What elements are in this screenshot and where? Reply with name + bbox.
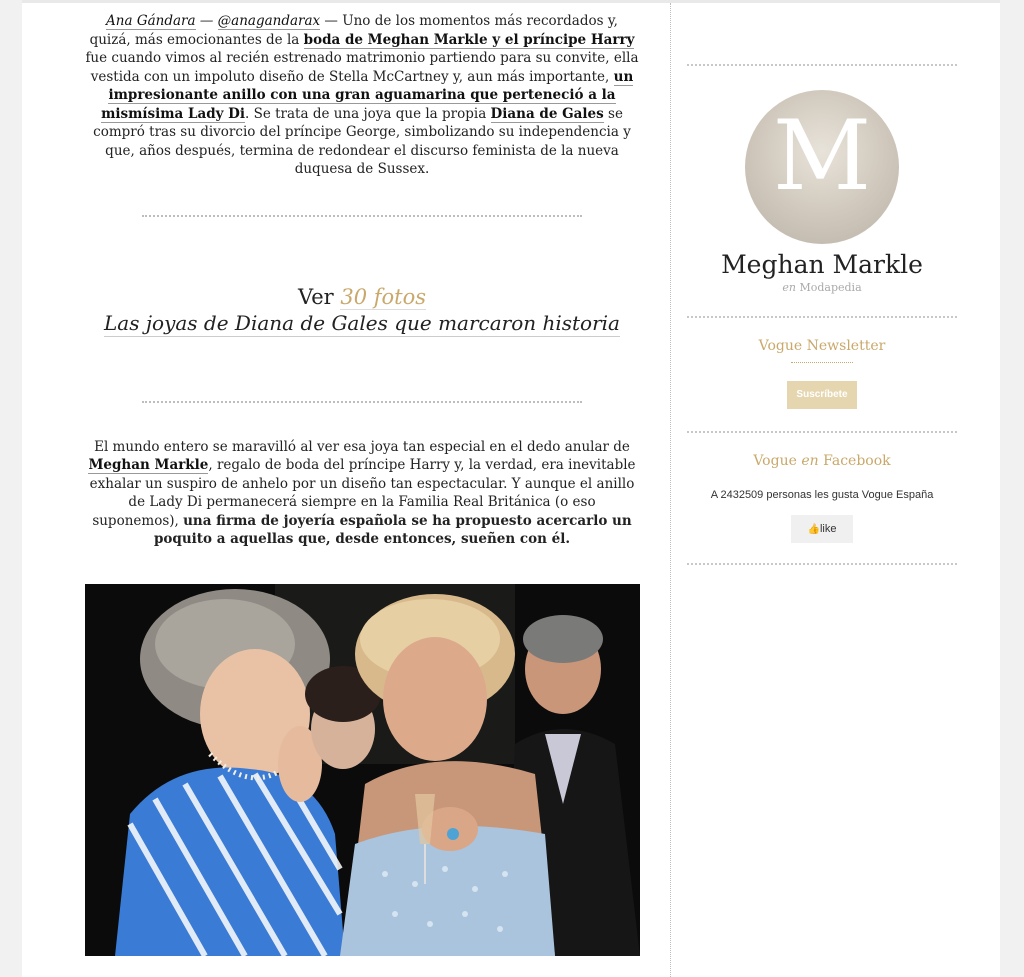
page-frame-left <box>0 0 22 977</box>
page-frame-right <box>1000 0 1024 977</box>
thumbs-up-icon: 👍 <box>807 524 820 535</box>
newsletter-heading: Vogue Newsletter <box>758 338 886 354</box>
facebook-likes-text: A 2432509 personas les gusta Vogue España <box>710 489 934 501</box>
sidebar-separator-2 <box>687 316 957 318</box>
p2-text-2: , regalo de boda del príncipe Harry y, la verdad, era inevitable exhalar un suspiro de anhelo por un diseño tan espectacular. Y aunque el anillo de Lady Di permanecerá siempre en la Familia Real Británica (o eso suponemos), <box>89 457 636 529</box>
byline-dash: — <box>195 13 218 29</box>
facebook-heading <box>686 453 958 469</box>
sidebar-separator-4 <box>687 563 957 565</box>
column-divider <box>670 3 671 977</box>
topic-name-link[interactable]: Meghan Markle <box>721 250 923 279</box>
topic-sub-link[interactable]: Modapedia <box>799 281 862 294</box>
topic-sub-prefix: en <box>782 281 796 294</box>
sidebar-separator-3 <box>687 431 957 433</box>
p1-text-3: . Se trata de una joya que la propia <box>245 105 491 122</box>
author-handle-link[interactable]: @anagandarax <box>217 13 321 29</box>
article-paragraph-2 <box>84 438 640 549</box>
like-label: like <box>819 523 837 535</box>
gallery-ver-label: Ver <box>297 284 334 309</box>
article-paragraph-1 <box>84 12 640 179</box>
gallery-promo[interactable] <box>84 285 640 337</box>
diana-link[interactable]: Diana de Gales <box>490 105 604 122</box>
ring-link[interactable]: un impresionante anillo con una gran aguamarina que perteneció a la mismísima Lady Di <box>101 68 634 122</box>
article-photo[interactable] <box>85 584 640 956</box>
topic-subtitle <box>686 281 958 294</box>
facebook-heading-em: en <box>801 453 819 469</box>
avatar-letter: M <box>772 100 872 212</box>
newsletter-heading-underline <box>791 362 853 363</box>
subscribe-button[interactable]: Suscríbete <box>787 381 857 409</box>
topic-avatar[interactable] <box>745 90 899 244</box>
p1-text-1: — Uno de los momentos más recordados y, quizá, más emocionantes de la <box>89 13 618 48</box>
gallery-ver-line <box>84 285 640 309</box>
wedding-link[interactable]: boda de Meghan Markle y el príncipe Harry <box>303 31 635 48</box>
sidebar-separator-1 <box>687 64 957 66</box>
facebook-heading-post: Facebook <box>818 453 891 469</box>
article-body <box>84 8 640 549</box>
facebook-like-button[interactable] <box>791 515 853 543</box>
sidebar <box>686 0 958 565</box>
p1-text-2: fue cuando vimos al recién estrenado matrimonio partiendo para su convite, ella vestida con un impoluto diseño de Stella McCartney y, aun más importante, <box>85 50 639 85</box>
p1-text-4: se compró tras su divorcio del príncipe George, simbolizando su independencia y que, años después, termina de redondear el discurso feminista de la nueva duquesa de Sussex. <box>93 105 631 177</box>
p2-bold-text: una firma de joyería española se ha propuesto acercarlo un poquito a aquellas que, desde entonces, sueñen con él. <box>153 512 632 547</box>
gallery-title-link[interactable]: Las joyas de Diana de Gales que marcaron historia <box>104 310 620 335</box>
separator-1 <box>142 215 582 217</box>
author-link[interactable]: Ana Gándara <box>106 13 196 29</box>
meghan-link[interactable]: Meghan Markle <box>88 457 209 473</box>
p2-text-1: El mundo entero se maravilló al ver esa joya tan especial en el dedo anular de <box>94 438 630 455</box>
facebook-heading-pre: Vogue <box>753 453 802 469</box>
photo-illustration <box>85 584 640 956</box>
separator-2 <box>142 401 582 403</box>
gallery-count-link[interactable]: 30 fotos <box>340 284 427 309</box>
